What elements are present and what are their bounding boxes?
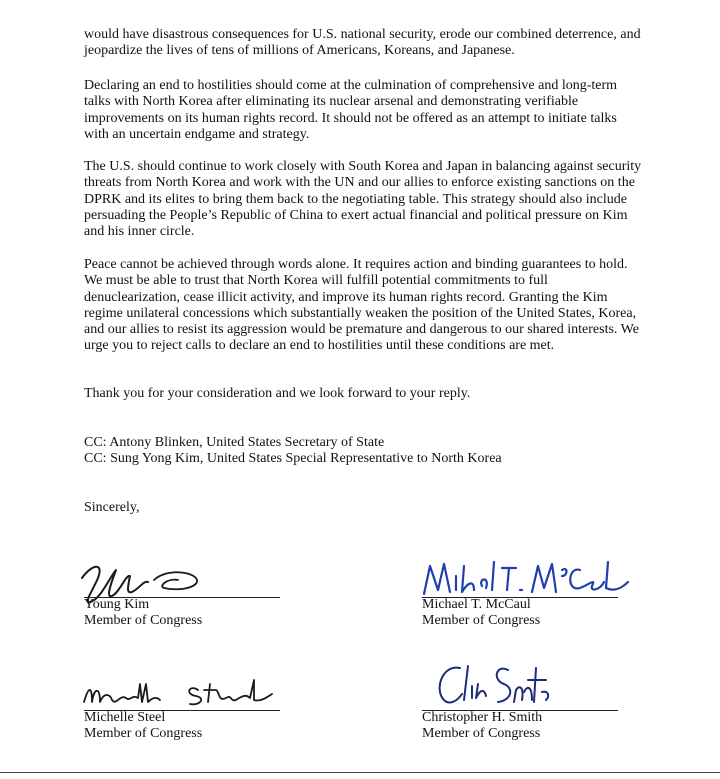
signatory-name: Michelle Steel <box>84 710 166 725</box>
letter-paragraph-4: Peace cannot be achieved through words alone. It requires action and binding guarantees to hold. We must be able to trust that North Korea will fulfill potential commitments to full denuclearization, cease illicit activity, and improve its human rights record. Granting the Kim regime unilateral concessions which substantially weaken the position of the United States, Korea, and our allies to resist its aggression would be premature and dangerous to our shared interests. We urge you to reject calls to declare an end to hostilities until these conditions are met. <box>84 257 639 354</box>
signatory-title: Member of Congress <box>422 613 541 628</box>
page-bottom-rule <box>0 772 720 773</box>
signatory-name: Christopher H. Smith <box>422 710 543 725</box>
signatory-name: Young Kim <box>84 597 150 612</box>
signatory-title: Member of Congress <box>422 726 541 741</box>
signatory-name: Michael T. McCaul <box>422 597 531 612</box>
letter-paragraph-3: The U.S. should continue to work closely with South Korea and Japan in balancing against security threats from North Korea and work with the UN and our allies to enforce existing sanctions on the DPRK and its elites to bring them back to the negotiating table. This strategy should also include persuading the People’s Republic of China to exert actual financial and political pressure on Kim and his inner circle. <box>84 159 642 240</box>
cc-line-2: CC: Sung Yong Kim, United States Special Representative to North Korea <box>84 451 502 466</box>
signature-christopher-smith <box>432 660 552 710</box>
closing: Sincerely, <box>84 500 140 515</box>
cc-line-1: CC: Antony Blinken, United States Secretary of State <box>84 435 385 450</box>
signatory-title: Member of Congress <box>84 726 203 741</box>
letter-paragraph-2: Declaring an end to hostilities should come at the culmination of comprehensive and long-term talks with North Korea after eliminating its nuclear arsenal and demonstrating verifiable improvements on its human rights record. It should not be offered as an attempt to initiate talks with an uncertain endgame and strategy. <box>84 78 618 142</box>
signature-michael-mccaul <box>420 556 632 600</box>
letter-paragraph-5: Thank you for your consideration and we look forward to your reply. <box>84 386 471 401</box>
letter-paragraph-1: would have disastrous consequences for U.S. national security, erode our combined deterrence, and jeopardize the lives of tens of millions of Americans, Koreans, and Japanese. <box>84 27 641 59</box>
signatory-title: Member of Congress <box>84 613 203 628</box>
signature-michelle-steel <box>80 676 280 710</box>
